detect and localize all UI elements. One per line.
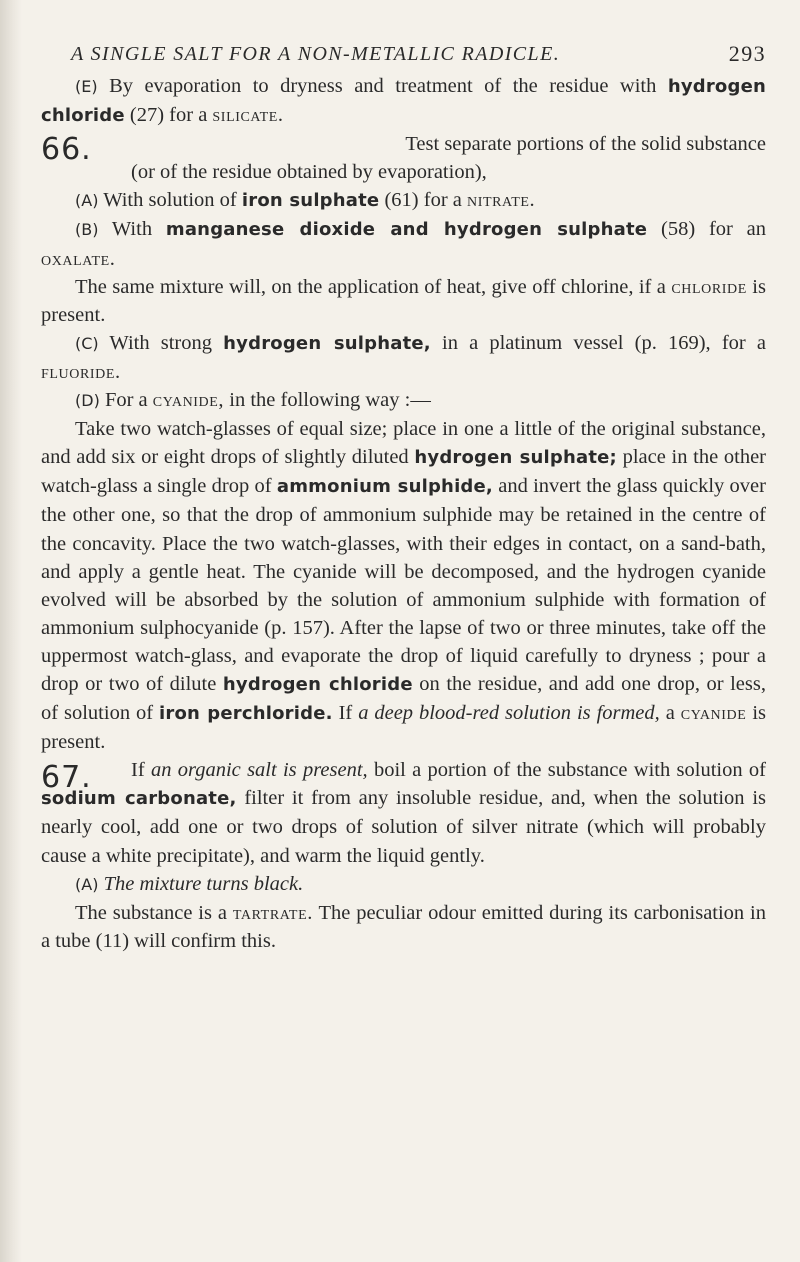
salt-name: cyanide, [152, 389, 225, 412]
item-label: (D) [75, 391, 100, 411]
italic-condition: an organic salt is present, [150, 759, 368, 782]
paragraph-d: (D) For a cyanide, in the following way :— [75, 389, 431, 412]
italic-result: The mixture turns black. [98, 872, 304, 895]
reagent-name: hydrogen sulphate, [223, 332, 431, 354]
section-number: 67. [41, 760, 92, 796]
reagent-name: iron sulphate [241, 190, 380, 212]
item-label: (A) [75, 191, 99, 211]
salt-name: cyanide [680, 702, 747, 725]
item-label: (B) [75, 220, 99, 240]
item-label: (A) [75, 874, 99, 894]
reagent-name: hydrogen chloride [222, 673, 413, 695]
item-label: (E) [75, 77, 98, 96]
paragraph-67-a-continued: The substance is a tartrate. The peculiar odour emitted during its carbonisation in a tube (11) will confirm this. [41, 901, 766, 952]
page-gutter-shadow [0, 0, 22, 1262]
reagent-name: manganese dioxide and hydrogen sulphate [165, 219, 648, 241]
reagent-name: sodium carbonate, [41, 788, 237, 810]
section-67-text: If an organic salt is present, boil a portion of the substance with solution of sodium carbonate, filter it from any insoluble residue, and, when the solution is nearly cool, add one or two drops of solution of silver nitrate (which will probably cause a white precipitate), and warm the liquid gently. [41, 759, 766, 867]
salt-name: fluoride. [41, 360, 121, 383]
salt-name: chloride [671, 275, 747, 298]
reagent-name: hydrogen sulphate; [414, 447, 617, 469]
section-66-line1: Test separate portions of the solid substance [405, 133, 766, 156]
reagent-name: hydrogen chloride [41, 76, 766, 127]
paragraph-b-continued: The same mixture will, on the application of heat, give off chlorine, if a chloride is present. [41, 275, 766, 326]
section-67 [41, 756, 766, 869]
paragraph-c: (C) With strong hydrogen sulphate, in a platinum vessel (p. 169), for a fluoride. [41, 331, 766, 383]
reagent-name: ammonium sulphide, [276, 476, 493, 498]
salt-name: nitrate. [467, 189, 536, 212]
paragraph-67-a [41, 870, 766, 899]
page-number: 293 [728, 41, 766, 66]
italic-result: a deep blood-red solution is formed, [358, 702, 660, 725]
paragraph-d-procedure: Take two watch-glasses of equal size; place in one a little of the original substance, and add six or eight drops of slightly diluted hydrogen sulphate; place in the other watch-glass a single drop of ammonium sulphide, and invert the glass quickly over the other one, so that the drop of ammonium sulphide may be retained in the centre of the concavity. Place the two watch-glasses, with their edges in contact, on a sand-bath, and apply a gentle heat. The cyanide will be decomposed, and the hydrogen cyanide evolved will be absorbed by the solution of ammonium sulphide with formation of ammonium sulphocyanide (p. 157). After the lapse of two or three minutes, take off the uppermost watch-glass, and evaporate the drop of liquid carefully to dryness ; pour a drop or two of dilute hydrogen chloride on the residue, and add one drop, or less, of solution of iron perchloride. If a deep blood-red solution is formed, a cyanide is present. [41, 418, 767, 754]
paragraph-a: (A) With solution of iron sulphate (61) for a nitrate. [75, 189, 536, 212]
reagent-name: iron perchloride. [159, 703, 333, 725]
salt-name: silicate. [212, 104, 284, 127]
section-66-line2: (or of the residue obtained by evaporation), [131, 161, 487, 184]
section-number: 66. [41, 132, 92, 168]
item-label: (C) [75, 333, 99, 353]
book-page [41, 38, 766, 955]
running-title: A SINGLE SALT FOR A NON-METALLIC RADICLE. [71, 43, 561, 65]
salt-name: tartrate. [232, 901, 313, 924]
running-header [41, 38, 766, 72]
paragraph-b: (B) With manganese dioxide and hydrogen sulphate (58) for an oxalate. [41, 218, 766, 270]
salt-name: oxalate. [41, 247, 116, 270]
paragraph-e: (E) By evaporation to dryness and treatment of the residue with hydrogen chloride (27) for a silicate. [41, 75, 766, 127]
section-66 [41, 130, 766, 186]
